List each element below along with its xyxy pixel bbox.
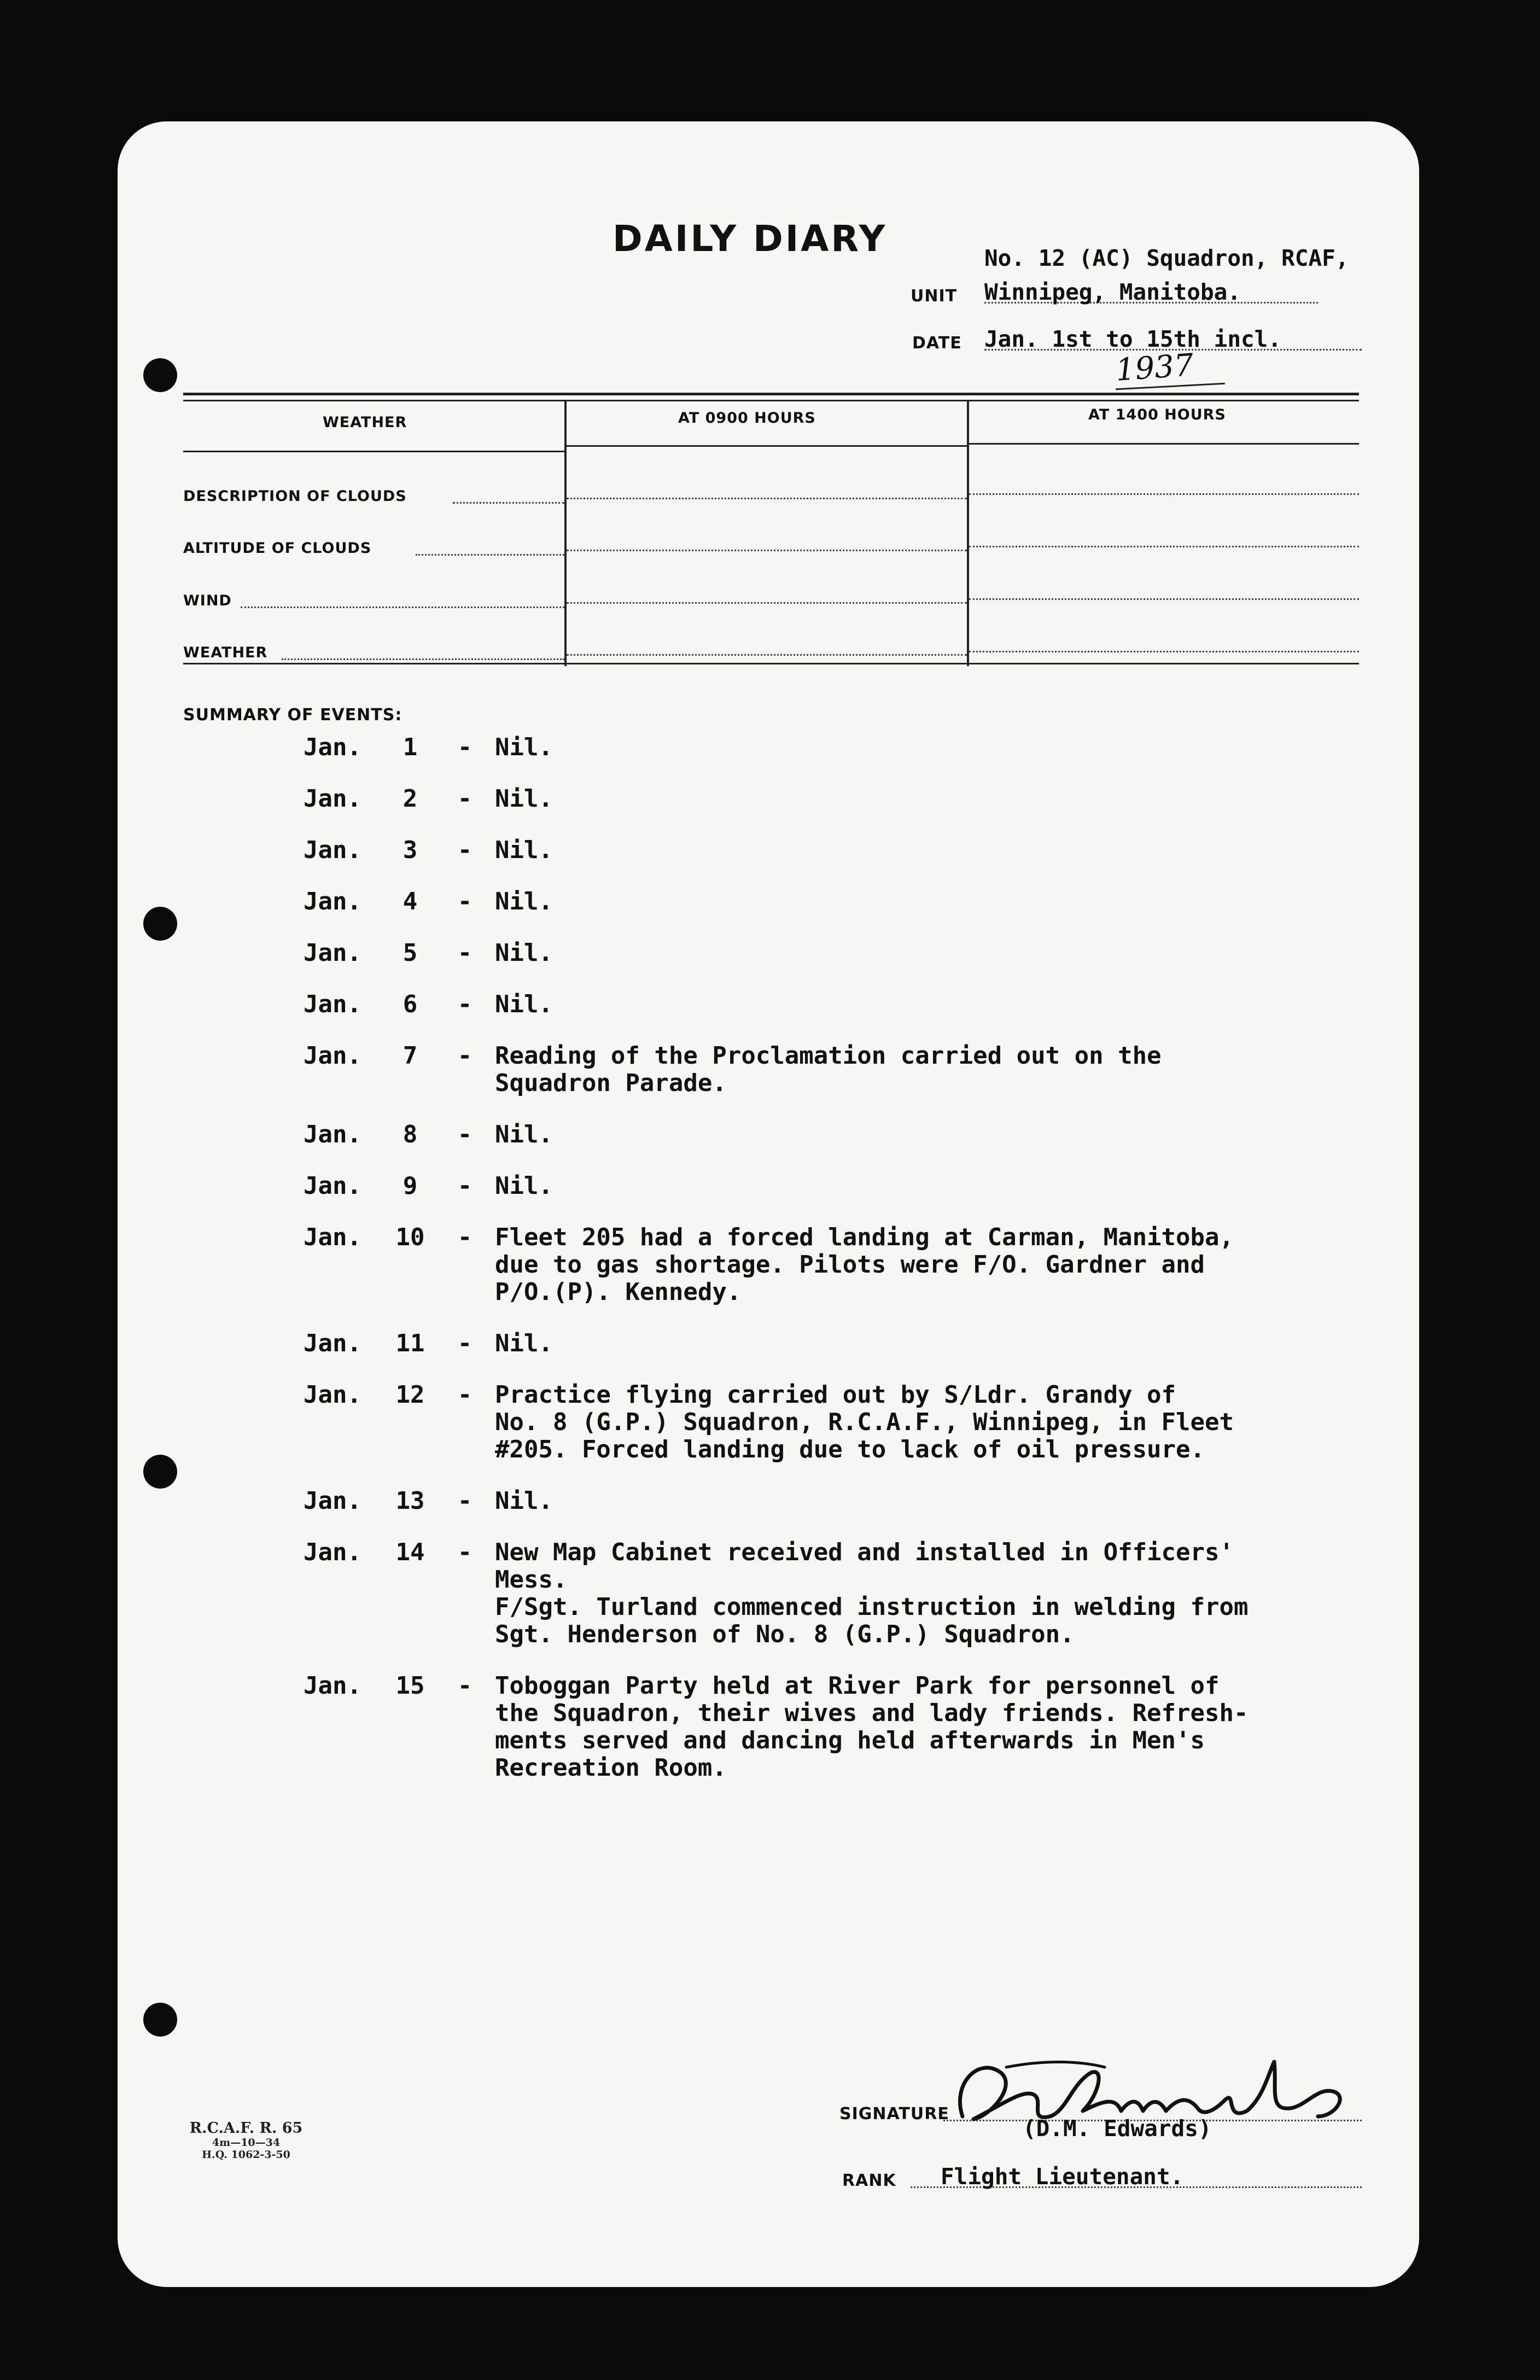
event-month: Jan. [304, 990, 361, 1018]
paper-watermark [361, 1802, 396, 1897]
event-day: 1 [402, 733, 418, 761]
event-month: Jan. [304, 1121, 361, 1148]
event-text: Nil. [495, 1172, 553, 1200]
punch-hole [143, 2003, 177, 2037]
event-dash: - [457, 733, 472, 761]
unit-line2: Winnipeg, Manitoba. [984, 279, 1241, 305]
event-text: Nil. [495, 785, 553, 813]
event-dash: - [457, 836, 472, 864]
event-month: Jan. [304, 1042, 361, 1070]
event-text: Nil. [495, 1487, 553, 1515]
event-dash: - [457, 1538, 472, 1566]
event-row [304, 1488, 1343, 1515]
date-label: DATE [912, 334, 962, 353]
event-dash: - [457, 1381, 472, 1409]
event-row [304, 734, 1343, 761]
event-month: Jan. [304, 1223, 361, 1251]
column-divider [967, 400, 969, 666]
event-row [304, 837, 1343, 864]
row-label-description-of-clouds: DESCRIPTION OF CLOUDS [183, 488, 407, 505]
event-dash: - [457, 1672, 472, 1700]
date-year-handwritten: 1937 [1114, 347, 1195, 388]
event-day: 11 [395, 1329, 425, 1357]
table-top-rule-2 [183, 400, 1359, 401]
events-list [304, 734, 1343, 1806]
event-dash: - [457, 888, 472, 915]
punch-hole [143, 907, 177, 941]
row-line [567, 654, 967, 656]
row-line [567, 602, 967, 604]
event-day: 9 [402, 1172, 418, 1200]
row-line [969, 546, 1359, 547]
event-month: Jan. [304, 939, 361, 967]
event-row [304, 1539, 1343, 1648]
form-number [180, 2120, 312, 2161]
event-row [304, 1224, 1343, 1306]
row-line [567, 498, 967, 499]
event-row [304, 1042, 1343, 1097]
row-line [969, 598, 1359, 600]
event-row [304, 1121, 1343, 1148]
table-top-rule [183, 393, 1359, 395]
punch-hole [143, 358, 177, 392]
event-row [304, 1172, 1343, 1200]
event-dash: - [457, 1223, 472, 1251]
event-row [304, 1330, 1343, 1357]
event-day: 7 [402, 1042, 418, 1070]
event-row [304, 1381, 1343, 1463]
row-line [282, 658, 564, 660]
event-day: 13 [395, 1487, 425, 1515]
row-line [416, 554, 564, 556]
event-row [304, 940, 1343, 967]
col-0900-header: AT 0900 HOURS [678, 410, 816, 427]
unit-line1: No. 12 (AC) Squadron, RCAF, [984, 245, 1349, 271]
signature-label: SIGNATURE [839, 2104, 949, 2124]
rank-label: RANK [842, 2171, 896, 2190]
event-dash: - [457, 1121, 472, 1148]
form-title: DAILY DIARY [612, 218, 888, 260]
event-day: 2 [402, 785, 418, 813]
rank-value: Flight Lieutenant. [941, 2163, 1184, 2190]
event-month: Jan. [304, 1329, 361, 1357]
event-month: Jan. [304, 733, 361, 761]
event-text: Nil. [495, 990, 553, 1018]
event-month: Jan. [304, 1538, 361, 1566]
event-dash: - [457, 1042, 472, 1070]
event-day: 10 [395, 1223, 425, 1251]
summary-label: SUMMARY OF EVENTS: [183, 705, 402, 725]
event-dash: - [457, 1329, 472, 1357]
unit-label: UNIT [911, 287, 958, 306]
header-rule [567, 445, 967, 447]
event-text: Fleet 205 had a forced landing at Carman, Manitoba, due to gas shortage. Pilots were F/O. Gardner and P/O.(P). Kennedy. [495, 1223, 1234, 1306]
form-number-line: R.C.A.F. R. 65 [189, 2120, 303, 2137]
event-text: Nil. [495, 888, 553, 915]
event-text: New Map Cabinet received and installed in Officers' Mess. F/Sgt. Turland commenced instruction in welding from Sgt. Henderson of No. 8 (G.P.) Squadron. [495, 1538, 1249, 1648]
event-month: Jan. [304, 1487, 361, 1515]
event-month: Jan. [304, 1672, 361, 1700]
event-row [304, 991, 1343, 1018]
event-text: Toboggan Party held at River Park for personnel of the Squadron, their wives and lady friends. Refresh- ments served and dancing held afterwards in Men's Recreation Room. [495, 1672, 1249, 1782]
row-line [453, 502, 564, 504]
signer-name: (D.M. Edwards) [1023, 2115, 1212, 2142]
column-divider [564, 400, 567, 666]
event-day: 3 [402, 836, 418, 864]
event-text: Practice flying carried out by S/Ldr. Grandy of No. 8 (G.P.) Squadron, R.C.A.F., Winnipeg, in Fleet #205. Forced landing due to lack of oil pressure. [495, 1381, 1234, 1463]
row-line [241, 606, 564, 608]
row-line [969, 651, 1359, 652]
event-text: Nil. [495, 939, 553, 967]
col-1400-header: AT 1400 HOURS [1088, 406, 1226, 423]
event-dash: - [457, 939, 472, 967]
row-label-altitude-of-clouds: ALTITUDE OF CLOUDS [183, 540, 372, 557]
event-row [304, 1672, 1343, 1782]
event-row [304, 785, 1343, 813]
event-text: Reading of the Proclamation carried out on the Squadron Parade. [495, 1042, 1162, 1097]
event-dash: - [457, 1172, 472, 1200]
event-text: Nil. [495, 733, 553, 761]
event-dash: - [457, 1487, 472, 1515]
event-day: 8 [402, 1121, 418, 1148]
event-day: 5 [402, 939, 418, 967]
event-day: 15 [395, 1672, 425, 1700]
row-line [567, 550, 967, 551]
event-text: Nil. [495, 836, 553, 864]
date-value: Jan. 1st to 15th incl. [984, 326, 1282, 352]
event-month: Jan. [304, 888, 361, 915]
event-row [304, 888, 1343, 915]
punch-hole [143, 1455, 177, 1489]
event-day: 4 [402, 888, 418, 915]
event-text: Nil. [495, 1121, 553, 1148]
row-line [969, 493, 1359, 495]
form-number-line: H.Q. 1062-3-50 [202, 2149, 290, 2161]
event-dash: - [457, 990, 472, 1018]
form-number-line: 4m—10—34 [212, 2137, 281, 2149]
event-month: Jan. [304, 1381, 361, 1409]
header-rule [969, 443, 1359, 445]
row-label-wind: WIND [183, 592, 232, 609]
row-label-weather: WEATHER [183, 644, 268, 661]
event-day: 12 [395, 1381, 425, 1409]
weather-header: WEATHER [323, 414, 407, 431]
header-rule [183, 451, 564, 452]
event-day: 6 [402, 990, 418, 1018]
event-month: Jan. [304, 836, 361, 864]
event-dash: - [457, 785, 472, 813]
table-bottom-rule [183, 663, 1359, 664]
event-text: Nil. [495, 1329, 553, 1357]
event-day: 14 [395, 1538, 425, 1566]
event-month: Jan. [304, 1172, 361, 1200]
event-month: Jan. [304, 785, 361, 813]
